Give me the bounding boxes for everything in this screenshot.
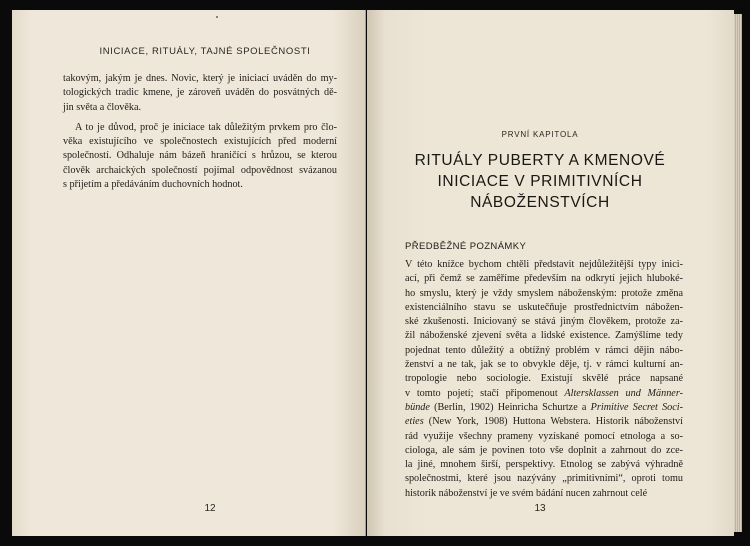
text-line: ací, při čemž se zaměříme především na odkrytí jejich hluboké-: [405, 273, 683, 285]
text-line: tologických tradic kmene, je zároveň uváděn do posvátných dě-: [63, 87, 337, 99]
text-line: jin světa a člověka.: [63, 101, 142, 113]
chapter-title: [405, 150, 675, 213]
text-line: ciologa, ale sám je povinen toto vše doplnit a zahrnout do zce-: [405, 444, 683, 456]
text-line: A to je důvod, proč je iniciace tak důležitým prvkem pro člo-: [75, 121, 337, 133]
page-number-right: 13: [534, 503, 546, 514]
chapter-title-line: INICIACE V PRIMITIVNÍCH: [437, 173, 643, 190]
chapter-label: PRVNÍ KAPITOLA: [501, 130, 579, 139]
page-edges: [734, 14, 742, 532]
text-line: existenciálního stavu se uskutečňuje prostřednictvím nábožen-: [405, 301, 683, 313]
text-line: historik náboženství je ve svém bádání nucen zahrnout celé: [405, 487, 648, 499]
text-line: eties (New York, 1908) Huttona Webstera. Historik náboženství: [405, 416, 683, 428]
text-line: společností. Odhaluje nám bázeň hraničící s hrůzou, se kterou: [63, 150, 337, 162]
left-paragraph-1: [63, 72, 337, 115]
text-line: ženství a ne tak, jak se to obvykle děje, tj. v rámci kulturní an-: [405, 359, 683, 371]
text-line: ho smyslu, který je vždy smyslem náboženským: protože změna: [405, 287, 683, 299]
text-line: tropologie nebo sociologie. Existují skvělé práce napsané: [405, 373, 683, 385]
text-line: žil náboženské zjevení světa a lidské existence. Zamýšlíme tedy: [405, 330, 683, 342]
running-head: INICIACE, RITUÁLY, TAJNÉ SPOLEČNOSTI: [99, 46, 311, 57]
section-heading: PŘEDBĚŽNÉ POZNÁMKY: [405, 241, 527, 252]
chapter-title-line: RITUÁLY PUBERTY A KMENOVÉ: [414, 152, 666, 169]
text-line: s přijetím a předáváním duchovních hodnot.: [63, 179, 243, 191]
text-line: člověk archaických společností pojímal odpovědnost svázanou: [63, 164, 337, 176]
text-line: pojednat tento důležitý a obtížný problém v rámci dějin nábo-: [405, 344, 683, 356]
text-line: rád využije všechny prameny vyzískané pomocí etnologa a so-: [405, 430, 683, 442]
left-paragraph-2: [63, 121, 337, 192]
text-line: v tomto pojetí; stačí připomenout Altersklassen und Männer-: [405, 387, 683, 399]
page-speck: [216, 16, 218, 18]
page-number-left: 12: [204, 503, 216, 514]
chapter-title-line: NÁBOŽENSTVÍCH: [470, 194, 610, 211]
text-line: ské zkušenosti. Iniciovaný se stává jiným člověkem, protože za-: [405, 316, 683, 328]
right-page-text: [405, 258, 683, 501]
left-page-text: [63, 72, 337, 192]
text-line: V této knížce bychom chtěli představit nejdůležitější typy inici-: [405, 259, 683, 270]
text-line: la jiné, mnohem širší, perspektivy. Etnolog se zabývá výhradně: [405, 459, 683, 471]
text-line: takovým, jakým je dnes. Novic, který je iniciací uváděn do my-: [63, 73, 337, 84]
text-line: společnostmi, které jsou nazývány „primitivními“, oproti tomu: [405, 473, 683, 485]
text-line: věka existujícího ve společnostech existujících před moderní: [63, 136, 337, 148]
text-line: bünde (Berlin, 1902) Heinricha Schurtze a Primitive Secret Soci-: [405, 401, 684, 413]
